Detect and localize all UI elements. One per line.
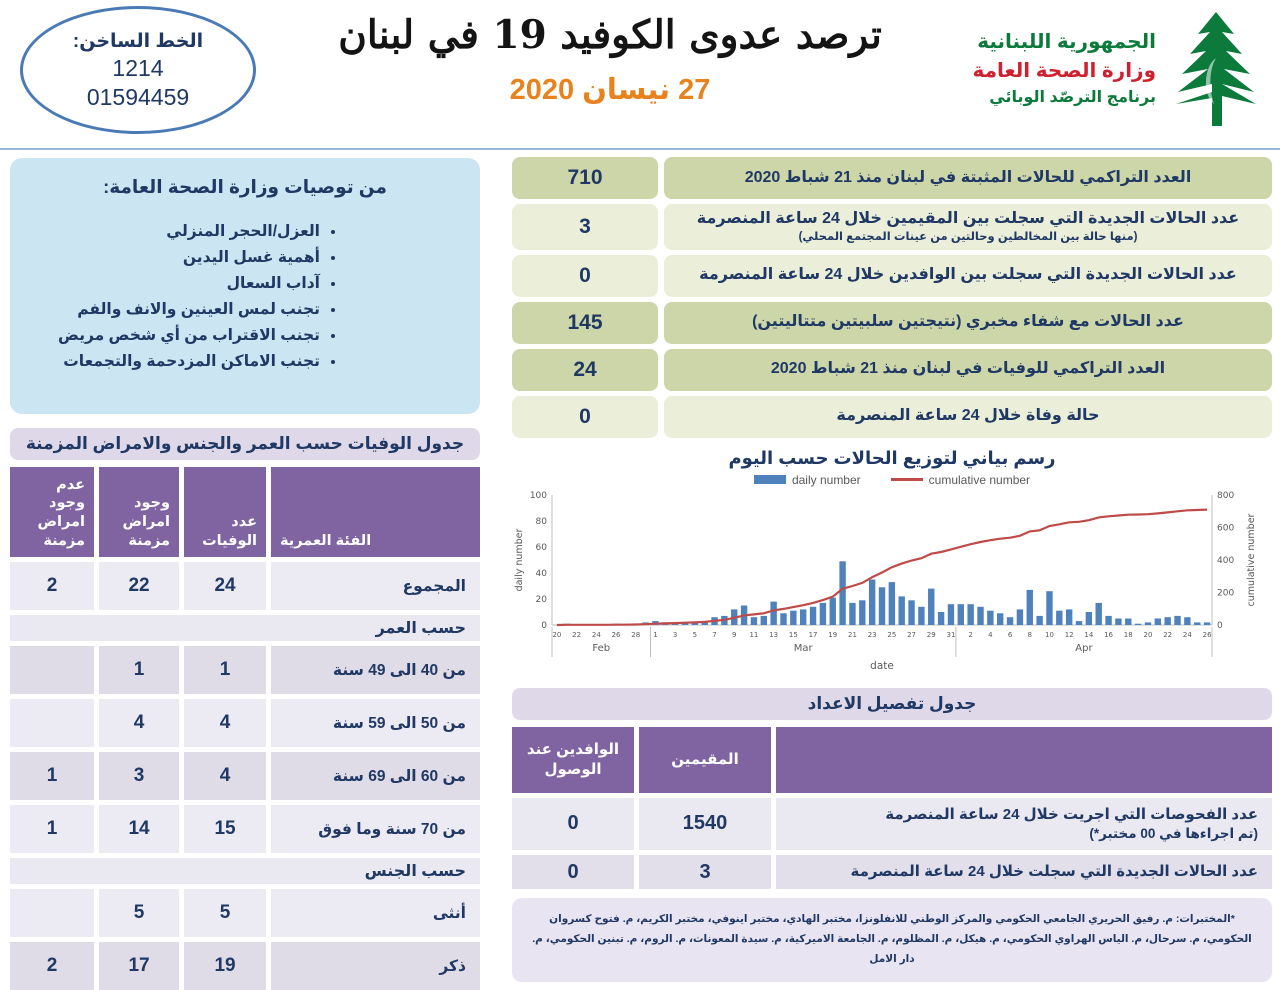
x-tick-label: 6 — [1007, 630, 1013, 639]
detail-table-title: جدول تفصيل الاعداد — [512, 688, 1272, 720]
deaths-count-cell: 4 — [184, 699, 266, 747]
stat-label-text: عدد الحالات مع شفاء مخبري (نتيجتين سلبيتين متتاليتين) — [752, 313, 1184, 331]
stats-list — [512, 157, 1272, 438]
legend-cumulative-label: cumulative number — [928, 472, 1031, 487]
org-line-3: برنامج الترصّد الوبائي — [989, 89, 1156, 107]
x-tick-label: 24 — [591, 630, 601, 639]
hotline-long-number: 01594459 — [86, 83, 190, 110]
advice-item: • العزل/الحجر المنزلي — [22, 222, 320, 241]
stat-value: 24 — [512, 349, 658, 391]
hotline-label: الخط الساخن: — [72, 30, 204, 52]
stat-sublabel: (منها حالة بين المخالطين وحالتين من عينات المجتمع المحلي) — [798, 230, 1138, 243]
stat-value: 0 — [512, 396, 658, 438]
stat-label-text: عدد الحالات الجديدة التي سجلت بين الوافدين خلال 24 ساعة المنصرمة — [699, 266, 1237, 284]
stat-row — [512, 157, 1272, 199]
right-tick-label: 0 — [1217, 620, 1223, 631]
stat-value: 0 — [512, 255, 658, 297]
detail-row-label — [776, 855, 1272, 889]
left-axis-title: daily number — [514, 528, 525, 592]
stat-row — [512, 204, 1272, 250]
x-tick-label: 11 — [749, 630, 759, 639]
left-tick-label: 80 — [535, 516, 547, 527]
stat-label — [664, 302, 1272, 344]
x-tick-label: 8 — [1027, 630, 1032, 639]
deaths-count-cell: 4 — [184, 752, 266, 800]
left-tick-label: 100 — [529, 490, 547, 501]
labs-footnote: *المختبرات: م. رفيق الحريري الجامعي الحكومي والمركز الوطني للانفلونزا، مختبر الهادي، مختبر اينوفي، مختبر الكريم، م. فتوح كسروان الحكومي، م. سرحال، م. الياس الهراوي الحكومي، م. هيكل، م. المظلوم، م. الجامعة الاميركية، م. سيدة المعونات، م. الروم، م. تبنين الحكومي، م. دار الامل — [512, 898, 1272, 982]
stat-label — [664, 157, 1272, 199]
chart-title: رسم بياني لتوزيع الحالات حسب اليوم — [728, 447, 1056, 468]
left-column — [10, 158, 480, 990]
x-tick-label: 20 — [552, 630, 562, 639]
left-tick-label: 20 — [535, 594, 547, 605]
advice-item: • آداب السعال — [22, 274, 320, 293]
stat-row — [512, 255, 1272, 297]
advice-item: • تجنب الاماكن المزدحمة والتجمعات — [22, 352, 320, 371]
x-tick-label: 15 — [788, 630, 798, 639]
legend-daily — [754, 473, 861, 487]
recommendations-title: من توصيات وزارة الصحة العامة: — [103, 176, 387, 197]
deaths-header-3: عدم وجود امراض مزمنة — [10, 467, 94, 557]
x-axis-title: date — [870, 659, 894, 672]
x-tick-label: 28 — [631, 630, 641, 639]
deaths-row-label: أنثى — [271, 889, 480, 937]
right-tick-label: 400 — [1217, 555, 1235, 566]
x-tick-label: 12 — [1064, 630, 1074, 639]
deaths-row-label: من 40 الى 49 سنة — [271, 646, 480, 694]
stat-label — [664, 396, 1272, 438]
x-tick-label: 2 — [968, 630, 973, 639]
chart-legend — [512, 473, 1272, 487]
month-label: Feb — [592, 642, 611, 654]
advice-item: • تجنب لمس العينين والانف والفم — [22, 300, 320, 319]
month-label: Mar — [793, 642, 813, 654]
chronic-yes-cell: 17 — [99, 942, 179, 990]
stat-label-text: عدد الحالات الجديدة التي سجلت بين المقيمين خلال 24 ساعة المنصرمة — [696, 210, 1240, 227]
right-tick-label: 600 — [1217, 523, 1235, 534]
x-tick-label: 26 — [1202, 630, 1212, 639]
right-tick-label: 800 — [1217, 490, 1235, 501]
deaths-count-cell: 5 — [184, 889, 266, 937]
x-tick-label: 9 — [732, 630, 737, 639]
hotline-short-number: 1214 — [112, 54, 164, 81]
deaths-table — [10, 467, 480, 990]
detail-header-blank — [776, 727, 1272, 793]
header-divider — [0, 148, 1280, 150]
detail-header-arrivals: الوافدين عند الوصول — [512, 727, 634, 793]
x-tick-label: 29 — [926, 630, 936, 639]
x-tick-label: 24 — [1182, 630, 1192, 639]
x-tick-label: 17 — [808, 630, 818, 639]
detail-row-label — [776, 798, 1272, 850]
legend-daily-label: daily number — [791, 472, 861, 487]
deaths-section-row: حسب العمر — [10, 615, 480, 641]
chronic-yes-cell: 4 — [99, 699, 179, 747]
org-line-1: الجمهورية اللبنانية — [977, 31, 1156, 54]
left-tick-label: 40 — [535, 568, 547, 579]
chronic-no-cell: 1 — [10, 805, 94, 853]
recommendations-list — [22, 222, 468, 371]
x-tick-label: 31 — [946, 630, 956, 639]
detail-table — [512, 727, 1272, 890]
x-tick-label: 22 — [572, 630, 582, 639]
stat-row — [512, 396, 1272, 438]
stat-value: 3 — [512, 204, 658, 250]
deaths-table-title: جدول الوفيات حسب العمر والجنس والامراض المزمنة — [10, 428, 480, 460]
x-tick-label: 27 — [907, 630, 917, 639]
detail-row-label-text: عدد الحالات الجديدة التي سجلت خلال 24 ساعة المنصرمة — [850, 863, 1258, 881]
arrivals-value: 0 — [512, 798, 634, 850]
month-label: Apr — [1075, 642, 1093, 654]
x-tick-label: 20 — [1143, 630, 1153, 639]
deaths-header-1: عدد الوفيات — [184, 467, 266, 557]
ministry-logo-block — [972, 8, 1264, 130]
deaths-row-label: من 60 الى 69 سنة — [271, 752, 480, 800]
detail-header-residents: المقيمين — [639, 727, 771, 793]
cumulative-number-swatch-icon — [891, 478, 923, 481]
stat-value: 145 — [512, 302, 658, 344]
deaths-header-0: الفئة العمرية — [271, 467, 480, 557]
x-tick-label: 25 — [887, 630, 897, 639]
deaths-section-row: حسب الجنس — [10, 858, 480, 884]
chronic-yes-cell: 22 — [99, 562, 179, 610]
stat-label-text: العدد التراكمي للحالات المثبتة في لبنان منذ 21 شباط 2020 — [744, 168, 1192, 186]
stat-label — [664, 204, 1272, 250]
x-tick-label: 16 — [1104, 630, 1114, 639]
chronic-no-cell: 2 — [10, 942, 94, 990]
report-date: 27 نيسان 2020 — [509, 74, 711, 106]
hotline-badge — [20, 6, 256, 134]
x-tick-label: 10 — [1045, 630, 1054, 639]
stat-label — [664, 349, 1272, 391]
detail-row-label-text: عدد الفحوصات التي اجريت خلال 24 ساعة المنصرمة — [885, 805, 1258, 823]
report-header — [285, 12, 935, 107]
x-tick-label: 3 — [672, 630, 678, 639]
left-tick-label: 0 — [541, 620, 547, 631]
advice-item: • تجنب الاقتراب من أي شخص مريض — [22, 326, 320, 345]
stat-label — [664, 255, 1272, 297]
deaths-row-label: ذكر — [271, 942, 480, 990]
chronic-yes-cell: 5 — [99, 889, 179, 937]
daily-number-swatch-icon — [754, 475, 786, 484]
chronic-no-cell — [10, 699, 94, 747]
chronic-yes-cell: 14 — [99, 805, 179, 853]
stat-label-text: حالة وفاة خلال 24 ساعة المنصرمة — [836, 407, 1100, 425]
x-tick-label: 23 — [867, 630, 877, 639]
x-tick-label: 18 — [1123, 630, 1133, 639]
chronic-no-cell: 1 — [10, 752, 94, 800]
right-tick-label: 200 — [1217, 588, 1235, 599]
deaths-row-label: من 70 سنة وما فوق — [271, 805, 480, 853]
x-tick-label: 21 — [847, 630, 857, 639]
x-tick-label: 7 — [712, 630, 717, 639]
detail-row-sublabel: (تم اجراءها في 00 مختبر*) — [1089, 825, 1258, 841]
stat-label-text: العدد التراكمي للوفيات في لبنان منذ 21 شباط 2020 — [770, 360, 1166, 378]
chronic-no-cell — [10, 889, 94, 937]
residents-value: 3 — [639, 855, 771, 889]
x-tick-label: 26 — [611, 630, 621, 639]
deaths-count-cell: 19 — [184, 942, 266, 990]
advice-item: • أهمية غسل اليدين — [22, 248, 320, 267]
org-line-2: وزارة الصحة العامة — [972, 60, 1156, 83]
cedar-tree-icon — [1168, 8, 1264, 130]
arrivals-value: 0 — [512, 855, 634, 889]
left-tick-label: 60 — [535, 542, 547, 553]
chronic-no-cell: 2 — [10, 562, 94, 610]
recommendations-box — [10, 158, 480, 414]
deaths-header-2: وجود امراض مزمنة — [99, 467, 179, 557]
right-axis-title: cumulative number — [1246, 513, 1257, 607]
stat-row — [512, 349, 1272, 391]
x-tick-label: 22 — [1163, 630, 1173, 639]
chronic-yes-cell: 3 — [99, 752, 179, 800]
stat-value: 710 — [512, 157, 658, 199]
right-column — [512, 157, 1272, 982]
chronic-yes-cell: 1 — [99, 646, 179, 694]
stat-row — [512, 302, 1272, 344]
deaths-count-cell: 1 — [184, 646, 266, 694]
x-tick-label: 13 — [769, 630, 779, 639]
deaths-row-label: المجموع — [271, 562, 480, 610]
x-tick-label: 1 — [653, 630, 658, 639]
x-tick-label: 4 — [988, 630, 993, 639]
x-tick-label: 5 — [692, 630, 698, 639]
page-title: ترصد عدوى الكوفيد 19 في لبنان — [338, 12, 882, 58]
deaths-count-cell: 24 — [184, 562, 266, 610]
legend-cumulative — [891, 473, 1030, 487]
x-tick-label: 19 — [828, 630, 838, 639]
ministry-name — [972, 28, 1156, 109]
cases-by-day-chart — [512, 487, 1264, 675]
chronic-no-cell — [10, 646, 94, 694]
residents-value: 1540 — [639, 798, 771, 850]
x-tick-label: 14 — [1084, 630, 1094, 639]
deaths-count-cell: 15 — [184, 805, 266, 853]
deaths-row-label: من 50 الى 59 سنة — [271, 699, 480, 747]
